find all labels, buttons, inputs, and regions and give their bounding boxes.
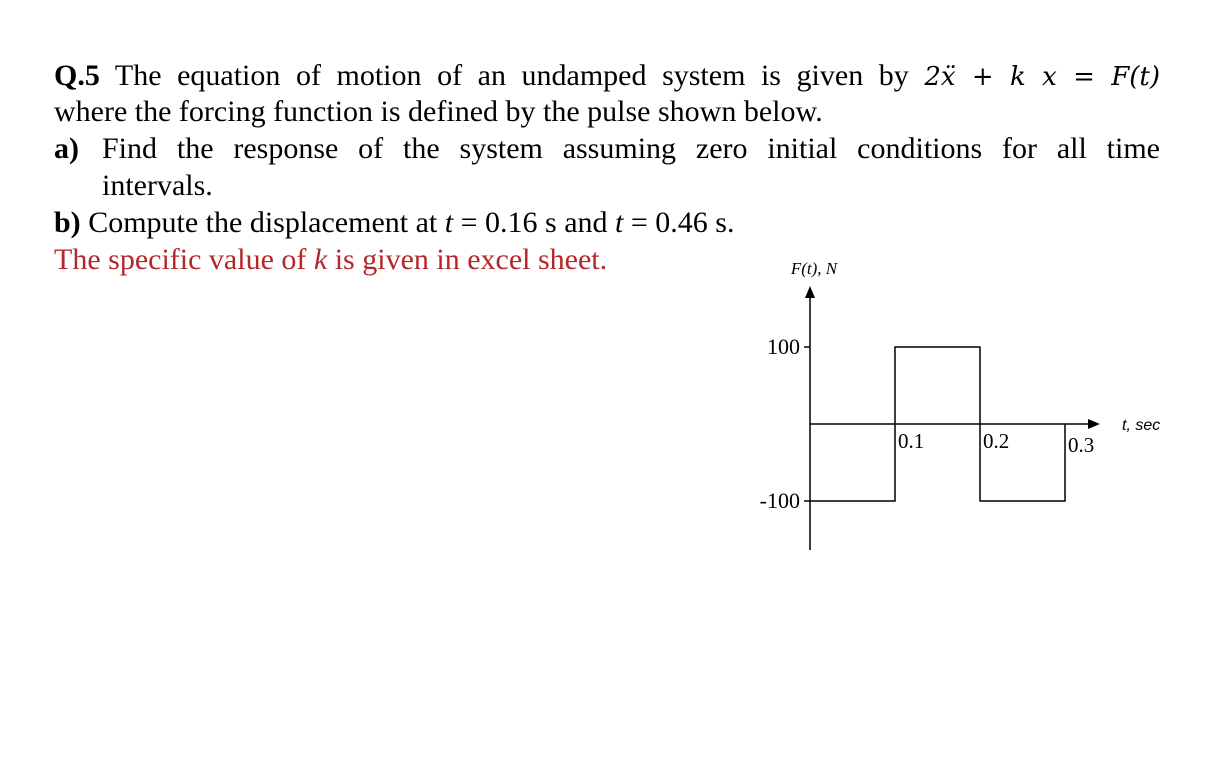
note-text-1: The specific value of bbox=[54, 243, 314, 276]
x-tick-label: 0.3 bbox=[1068, 433, 1095, 457]
part-a-text: Find the response of the system assuming zero initial conditions for all time bbox=[102, 132, 1160, 165]
part-a-line-2: intervals. bbox=[102, 169, 213, 202]
part-a-label: a) bbox=[54, 132, 79, 165]
part-b-text-2: = 0.16 s and bbox=[453, 206, 616, 239]
y-tick-label: -100 bbox=[759, 488, 800, 513]
part-b-text-1: Compute the displacement at bbox=[80, 206, 445, 239]
part-b-t1: t bbox=[444, 206, 454, 239]
x-axis-arrow bbox=[1088, 419, 1100, 429]
y-axis-label: F(t), N bbox=[790, 259, 838, 278]
part-b-text-3: = 0.46 s. bbox=[623, 206, 735, 239]
note-text-2: is given in excel sheet. bbox=[327, 243, 608, 276]
question-line-2: where the forcing function is defined by the pulse shown below. bbox=[54, 95, 823, 128]
part-b-label: b) bbox=[54, 206, 81, 239]
equation-of-motion: 2ẍ + k x = F(t) bbox=[924, 62, 1160, 92]
y-tick-label: 100 bbox=[767, 334, 800, 359]
question-intro: The equation of motion of an undamped system is given by bbox=[99, 59, 925, 92]
y-axis-arrow bbox=[805, 286, 815, 298]
x-axis-label: t, sec bbox=[1122, 417, 1161, 434]
x-tick-label: 0.1 bbox=[898, 429, 925, 453]
note-k: k bbox=[313, 243, 328, 276]
x-tick-label: 0.2 bbox=[983, 429, 1010, 453]
part-b-t2: t bbox=[615, 206, 624, 239]
question-number: Q.5 bbox=[54, 59, 100, 92]
